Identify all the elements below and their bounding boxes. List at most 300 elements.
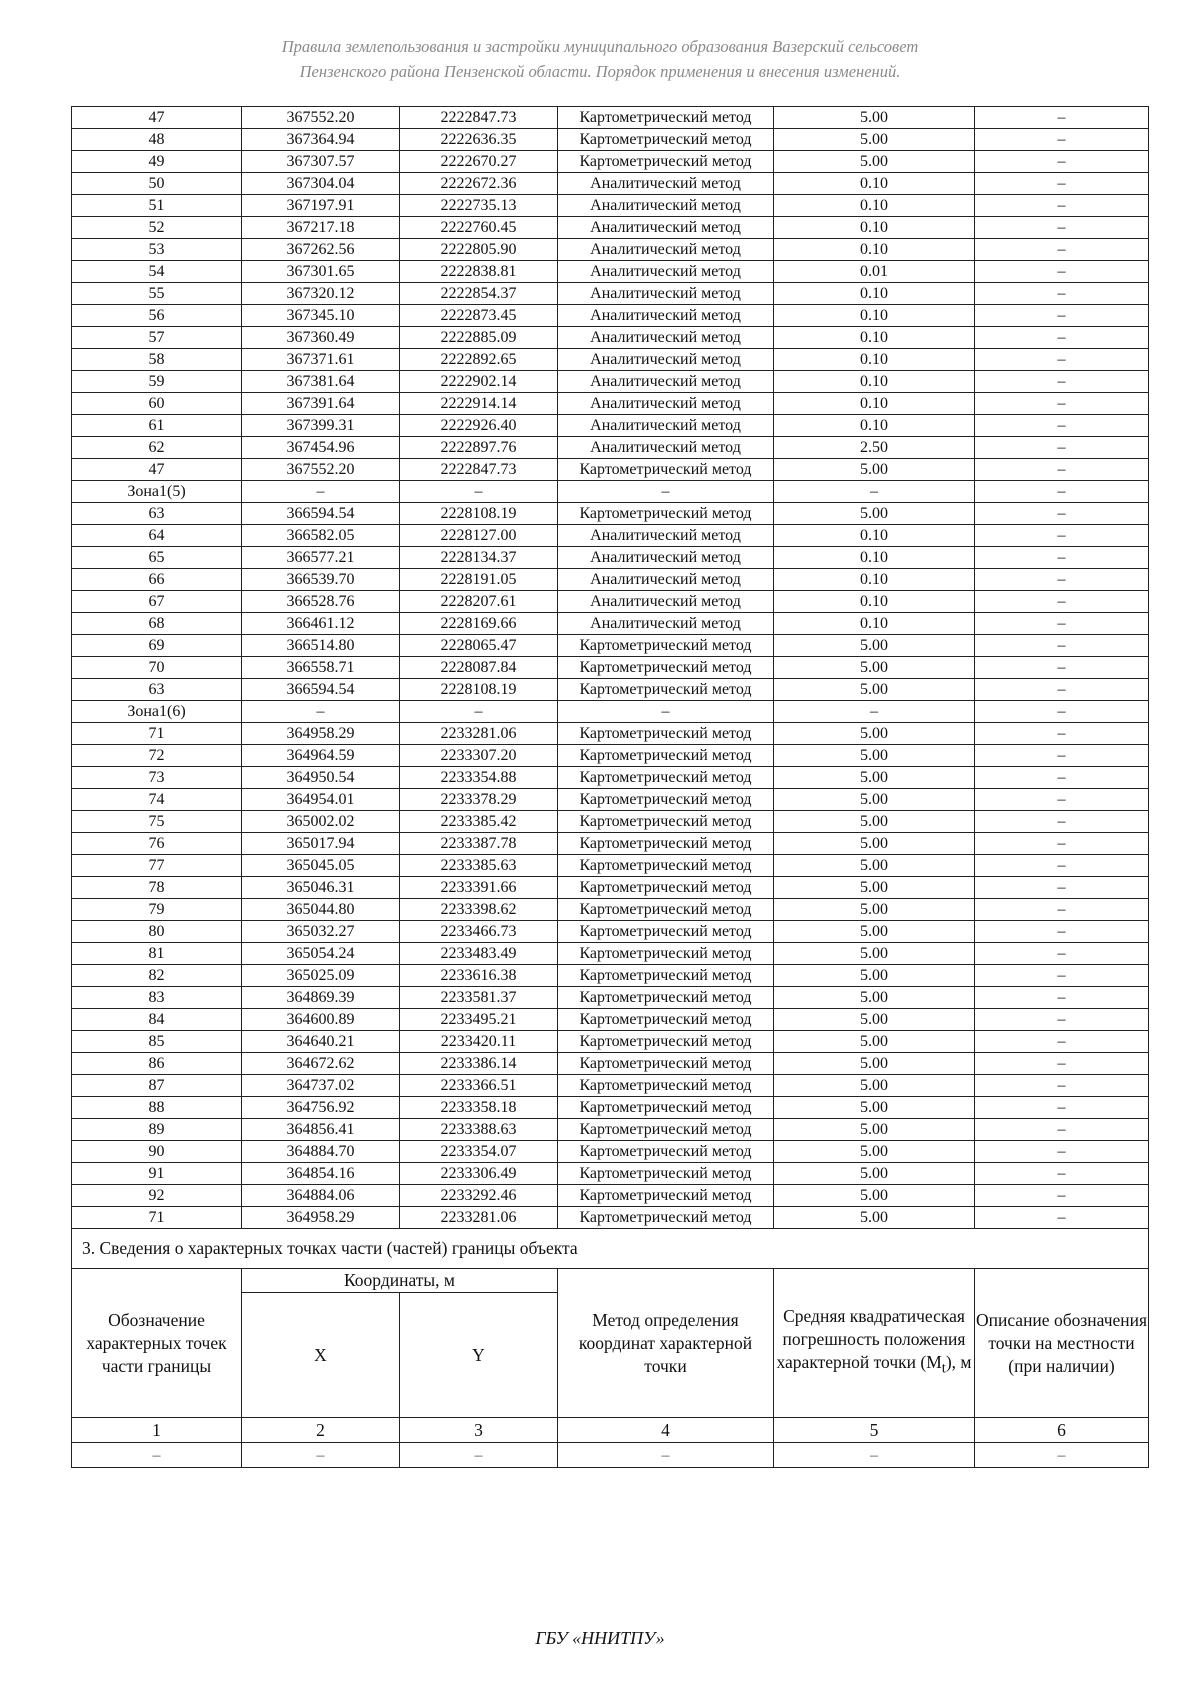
table-cell: 88 <box>72 1097 242 1119</box>
table-cell: 48 <box>72 129 242 151</box>
table-cell: Аналитический метод <box>558 371 774 393</box>
table-cell: 2233281.06 <box>400 1207 558 1229</box>
section3-title-row <box>72 1229 1149 1269</box>
table-cell: Картометрический метод <box>558 1075 774 1097</box>
table-cell: 2222854.37 <box>400 283 558 305</box>
table-cell: – <box>975 987 1149 1009</box>
table-cell: – <box>975 1163 1149 1185</box>
column-number: 1 <box>72 1418 242 1443</box>
table-cell: 364954.01 <box>242 789 400 811</box>
table-cell: 69 <box>72 635 242 657</box>
table-cell: Аналитический метод <box>558 217 774 239</box>
table-cell: – <box>975 393 1149 415</box>
table-cell: 0.10 <box>774 591 975 613</box>
table-cell: – <box>975 481 1149 503</box>
table-cell: 2233378.29 <box>400 789 558 811</box>
table-cell: 367399.31 <box>242 415 400 437</box>
table-row <box>72 811 1149 833</box>
table-cell: 2222735.13 <box>400 195 558 217</box>
table-cell: 2228169.66 <box>400 613 558 635</box>
table-cell: Картометрический метод <box>558 833 774 855</box>
table-row <box>72 1009 1149 1031</box>
table-cell: – <box>975 899 1149 921</box>
table-cell: Аналитический метод <box>558 569 774 591</box>
table-cell: 2222914.14 <box>400 393 558 415</box>
table-cell: 71 <box>72 1207 242 1229</box>
table-cell: – <box>975 1031 1149 1053</box>
table-cell: 367307.57 <box>242 151 400 173</box>
table-cell: 367304.04 <box>242 173 400 195</box>
table-cell: 2228065.47 <box>400 635 558 657</box>
table-cell: 86 <box>72 1053 242 1075</box>
table-cell: 5.00 <box>774 1053 975 1075</box>
table-cell: Картометрический метод <box>558 1141 774 1163</box>
table-cell: Картометрический метод <box>558 921 774 943</box>
table-cell: 2222847.73 <box>400 459 558 481</box>
table-cell: 5.00 <box>774 1097 975 1119</box>
table-cell: 78 <box>72 877 242 899</box>
table-cell: Картометрический метод <box>558 767 774 789</box>
table-cell: 2222873.45 <box>400 305 558 327</box>
table-cell: Картометрический метод <box>558 151 774 173</box>
table-row <box>72 657 1149 679</box>
table-row <box>72 1207 1149 1229</box>
table-cell: 5.00 <box>774 833 975 855</box>
table-cell: – <box>975 789 1149 811</box>
table-cell: 367391.64 <box>242 393 400 415</box>
table-cell: 5.00 <box>774 921 975 943</box>
table-cell: 67 <box>72 591 242 613</box>
table-cell: Аналитический метод <box>558 525 774 547</box>
table-row <box>72 1163 1149 1185</box>
table-cell: 5.00 <box>774 789 975 811</box>
table-cell: 0.10 <box>774 525 975 547</box>
table-cell: 364672.62 <box>242 1053 400 1075</box>
table-cell: – <box>975 811 1149 833</box>
table-cell: 5.00 <box>774 129 975 151</box>
table-cell: 2233387.78 <box>400 833 558 855</box>
table-cell: Аналитический метод <box>558 261 774 283</box>
table-cell: 2233354.88 <box>400 767 558 789</box>
table-cell: – <box>975 921 1149 943</box>
table-cell: 65 <box>72 547 242 569</box>
table-cell: – <box>975 613 1149 635</box>
table-cell: 53 <box>72 239 242 261</box>
column-number: 3 <box>400 1418 558 1443</box>
table-cell: 5.00 <box>774 1075 975 1097</box>
table-cell: – <box>975 657 1149 679</box>
table-cell: 2228108.19 <box>400 679 558 701</box>
table-cell: – <box>975 283 1149 305</box>
table-cell: 2222838.81 <box>400 261 558 283</box>
table-cell: 2233581.37 <box>400 987 558 1009</box>
table-cell: 367345.10 <box>242 305 400 327</box>
table-cell: Картометрический метод <box>558 723 774 745</box>
table-row <box>72 239 1149 261</box>
table-cell: 2228191.05 <box>400 569 558 591</box>
table-cell: Аналитический метод <box>558 613 774 635</box>
table-cell: 5.00 <box>774 1031 975 1053</box>
table-cell: Аналитический метод <box>558 591 774 613</box>
header-point-designation: Обозначение характерных точек части границы <box>72 1269 242 1418</box>
table-cell: Картометрический метод <box>558 1163 774 1185</box>
table-row <box>72 1097 1149 1119</box>
table-cell: – <box>975 679 1149 701</box>
table-cell: 2222897.76 <box>400 437 558 459</box>
table-cell: 2233616.38 <box>400 965 558 987</box>
table-cell: 365032.27 <box>242 921 400 943</box>
column-number: 4 <box>558 1418 774 1443</box>
table-cell: 5.00 <box>774 635 975 657</box>
table-cell: 2222636.35 <box>400 129 558 151</box>
table-cell: 2222760.45 <box>400 217 558 239</box>
table-cell: 2233366.51 <box>400 1075 558 1097</box>
table-row <box>72 1141 1149 1163</box>
table-cell: 2233307.20 <box>400 745 558 767</box>
table-cell: – <box>975 569 1149 591</box>
table-cell: Картометрический метод <box>558 503 774 525</box>
table-row <box>72 679 1149 701</box>
table-cell: 5.00 <box>774 1185 975 1207</box>
table-cell: 366577.21 <box>242 547 400 569</box>
table-row <box>72 349 1149 371</box>
table-cell: 62 <box>72 437 242 459</box>
table-row <box>72 305 1149 327</box>
table-cell: 54 <box>72 261 242 283</box>
table-cell: – <box>975 349 1149 371</box>
table-cell: 58 <box>72 349 242 371</box>
table-cell: – <box>975 1053 1149 1075</box>
table-cell: – <box>975 701 1149 723</box>
table-row <box>72 855 1149 877</box>
table-cell: Картометрический метод <box>558 635 774 657</box>
table-cell: 367552.20 <box>242 107 400 129</box>
table-row <box>72 547 1149 569</box>
table-cell: 63 <box>72 679 242 701</box>
table-cell: 2233386.14 <box>400 1053 558 1075</box>
table-cell: 47 <box>72 107 242 129</box>
table-cell: 0.10 <box>774 613 975 635</box>
header-line-2: Пензенского района Пензенской области. Порядок применения и внесения изменений. <box>299 62 901 81</box>
table-row <box>72 701 1149 723</box>
table-cell: 367371.61 <box>242 349 400 371</box>
table-cell: 51 <box>72 195 242 217</box>
table-cell: 2233292.46 <box>400 1185 558 1207</box>
table-cell: 5.00 <box>774 1119 975 1141</box>
table-cell: – <box>975 371 1149 393</box>
table-cell: Аналитический метод <box>558 195 774 217</box>
table-cell: Картометрический метод <box>558 1185 774 1207</box>
table-cell: – <box>975 547 1149 569</box>
table-cell: – <box>774 701 975 723</box>
table-cell: Аналитический метод <box>558 393 774 415</box>
table-row <box>72 151 1149 173</box>
table-row <box>72 327 1149 349</box>
table-cell: 82 <box>72 965 242 987</box>
table-cell: 364854.16 <box>242 1163 400 1185</box>
table-cell: 76 <box>72 833 242 855</box>
table-cell: – <box>975 305 1149 327</box>
table-cell: 364958.29 <box>242 723 400 745</box>
table-row <box>72 1185 1149 1207</box>
coordinates-table-body <box>72 107 1149 1229</box>
table-cell: 367552.20 <box>242 459 400 481</box>
table-cell: Картометрический метод <box>558 811 774 833</box>
table-cell: – <box>558 481 774 503</box>
table-cell: – <box>975 525 1149 547</box>
table-cell: 2228108.19 <box>400 503 558 525</box>
table-row <box>72 833 1149 855</box>
table-cell: 0.10 <box>774 305 975 327</box>
page-header <box>0 34 1200 84</box>
table-cell: – <box>242 481 400 503</box>
table-cell: – <box>975 151 1149 173</box>
table-row <box>72 943 1149 965</box>
table-cell: Аналитический метод <box>558 239 774 261</box>
table-cell: 2233385.63 <box>400 855 558 877</box>
table-row <box>72 129 1149 151</box>
table-cell: 79 <box>72 899 242 921</box>
table-cell: 2228127.00 <box>400 525 558 547</box>
table-cell: 366528.76 <box>242 591 400 613</box>
table-cell: 364856.41 <box>242 1119 400 1141</box>
table-row <box>72 921 1149 943</box>
table-cell: 2233281.06 <box>400 723 558 745</box>
table-row <box>72 459 1149 481</box>
table-cell: 0.10 <box>774 415 975 437</box>
column-number: 5 <box>774 1418 975 1443</box>
table-cell: – <box>975 855 1149 877</box>
table-cell: Картометрический метод <box>558 129 774 151</box>
table-cell: – <box>975 1141 1149 1163</box>
table-cell: Аналитический метод <box>558 349 774 371</box>
section3-title: 3. Сведения о характерных точках части (частей) границы объекта <box>72 1229 1149 1269</box>
header-error: Средняя квадратическая погрешность положения характерной точки $(M_t)$, м <box>774 1269 975 1418</box>
table-cell: – <box>400 701 558 723</box>
table-cell: 0.10 <box>774 173 975 195</box>
table-cell: Картометрический метод <box>558 459 774 481</box>
table-cell: 2233398.62 <box>400 899 558 921</box>
table-cell: Картометрический метод <box>558 1119 774 1141</box>
table-cell: 365045.05 <box>242 855 400 877</box>
table-cell: 57 <box>72 327 242 349</box>
table-cell: 367262.56 <box>242 239 400 261</box>
section3-header-row-1 <box>72 1269 1149 1293</box>
table-cell: 0.10 <box>774 283 975 305</box>
table-row <box>72 195 1149 217</box>
table-cell: – <box>975 217 1149 239</box>
header-line-1: Правила землепользования и застройки муниципального образования Вазерский сельсовет <box>281 37 919 56</box>
table-cell: 0.10 <box>774 217 975 239</box>
table-cell: – <box>975 195 1149 217</box>
table-cell: Картометрический метод <box>558 657 774 679</box>
table-cell: 5.00 <box>774 107 975 129</box>
table-cell: 75 <box>72 811 242 833</box>
table-row <box>72 437 1149 459</box>
table-cell: 49 <box>72 151 242 173</box>
table-cell: – <box>400 481 558 503</box>
coordinates-table <box>71 106 1149 1468</box>
table-cell: 77 <box>72 855 242 877</box>
table-cell: 2222670.27 <box>400 151 558 173</box>
table-cell: – <box>975 107 1149 129</box>
table-cell: – <box>72 1443 242 1468</box>
table-cell: 84 <box>72 1009 242 1031</box>
table-cell: 367301.65 <box>242 261 400 283</box>
table-cell: Картометрический метод <box>558 987 774 1009</box>
table-cell: Аналитический метод <box>558 173 774 195</box>
table-cell: Картометрический метод <box>558 679 774 701</box>
table-cell: 87 <box>72 1075 242 1097</box>
table-cell: Аналитический метод <box>558 415 774 437</box>
table-row <box>72 371 1149 393</box>
table-cell: 72 <box>72 745 242 767</box>
table-cell: 2233358.18 <box>400 1097 558 1119</box>
table-cell: 366594.54 <box>242 503 400 525</box>
table-cell: Картометрический метод <box>558 1031 774 1053</box>
table-cell: 366539.70 <box>242 569 400 591</box>
table-row <box>72 393 1149 415</box>
table-cell: 2233466.73 <box>400 921 558 943</box>
table-cell: 2228134.37 <box>400 547 558 569</box>
header-x: X <box>242 1293 400 1418</box>
table-row <box>72 261 1149 283</box>
table-row <box>72 481 1149 503</box>
table-cell: – <box>975 877 1149 899</box>
table-row <box>72 107 1149 129</box>
table-cell: – <box>975 635 1149 657</box>
table-row <box>72 217 1149 239</box>
table-cell: 2228207.61 <box>400 591 558 613</box>
table-cell: 5.00 <box>774 965 975 987</box>
table-cell: 66 <box>72 569 242 591</box>
table-cell: 2222885.09 <box>400 327 558 349</box>
table-cell: 365054.24 <box>242 943 400 965</box>
table-cell: 89 <box>72 1119 242 1141</box>
table-cell: 364884.70 <box>242 1141 400 1163</box>
table-row <box>72 503 1149 525</box>
table-cell: Картометрический метод <box>558 1009 774 1031</box>
table-cell: 63 <box>72 503 242 525</box>
table-cell: 364964.59 <box>242 745 400 767</box>
table-row <box>72 899 1149 921</box>
table-cell: Картометрический метод <box>558 855 774 877</box>
table-cell: 2228087.84 <box>400 657 558 679</box>
table-cell: 5.00 <box>774 679 975 701</box>
table-cell: 47 <box>72 459 242 481</box>
table-cell: Аналитический метод <box>558 547 774 569</box>
table-cell: 5.00 <box>774 899 975 921</box>
table-cell: – <box>975 173 1149 195</box>
table-cell: 83 <box>72 987 242 1009</box>
table-cell: – <box>975 1185 1149 1207</box>
table-cell: – <box>975 1009 1149 1031</box>
table-row <box>72 569 1149 591</box>
table-cell: – <box>975 239 1149 261</box>
table-cell: Картометрический метод <box>558 943 774 965</box>
column-number: 6 <box>975 1418 1149 1443</box>
table-cell: 364884.06 <box>242 1185 400 1207</box>
table-cell: 2222926.40 <box>400 415 558 437</box>
table-cell: 5.00 <box>774 723 975 745</box>
table-cell: Картометрический метод <box>558 789 774 811</box>
table-cell: 365044.80 <box>242 899 400 921</box>
table-cell: – <box>975 1075 1149 1097</box>
table-cell: 367217.18 <box>242 217 400 239</box>
table-cell: – <box>975 503 1149 525</box>
table-cell: 2222805.90 <box>400 239 558 261</box>
table-cell: 366558.71 <box>242 657 400 679</box>
table-cell: – <box>975 723 1149 745</box>
table-row <box>72 591 1149 613</box>
table-cell: 5.00 <box>774 767 975 789</box>
table-cell: – <box>975 833 1149 855</box>
table-cell: 2233385.42 <box>400 811 558 833</box>
table-cell: Картометрический метод <box>558 899 774 921</box>
table-cell: 0.10 <box>774 239 975 261</box>
table-cell: – <box>975 591 1149 613</box>
table-cell: 5.00 <box>774 987 975 1009</box>
table-cell: 73 <box>72 767 242 789</box>
table-cell: 5.00 <box>774 657 975 679</box>
table-cell: Картометрический метод <box>558 1097 774 1119</box>
table-cell: Аналитический метод <box>558 283 774 305</box>
table-cell: – <box>975 943 1149 965</box>
header-y: Y <box>400 1293 558 1418</box>
table-cell: 367364.94 <box>242 129 400 151</box>
table-cell: – <box>242 1443 400 1468</box>
table-cell: – <box>774 481 975 503</box>
table-cell: 5.00 <box>774 503 975 525</box>
table-cell: 364950.54 <box>242 767 400 789</box>
table-row <box>72 965 1149 987</box>
table-row <box>72 877 1149 899</box>
table-cell: 74 <box>72 789 242 811</box>
table-cell: – <box>975 327 1149 349</box>
table-cell: 2233420.11 <box>400 1031 558 1053</box>
table-cell: 56 <box>72 305 242 327</box>
table-cell: 68 <box>72 613 242 635</box>
table-cell: 2222902.14 <box>400 371 558 393</box>
table-cell: Картометрический метод <box>558 965 774 987</box>
section3-empty-row <box>72 1443 1149 1468</box>
table-cell: 5.00 <box>774 1009 975 1031</box>
table-cell: 0.10 <box>774 195 975 217</box>
table-cell: 5.00 <box>774 745 975 767</box>
table-cell: – <box>558 701 774 723</box>
table-cell: – <box>975 129 1149 151</box>
table-cell: 365002.02 <box>242 811 400 833</box>
table-cell: 91 <box>72 1163 242 1185</box>
table-cell: – <box>975 965 1149 987</box>
table-cell: 55 <box>72 283 242 305</box>
table-cell: Зона1(6) <box>72 701 242 723</box>
table-cell: 364600.89 <box>242 1009 400 1031</box>
table-row <box>72 987 1149 1009</box>
table-cell: 85 <box>72 1031 242 1053</box>
table-cell: Картометрический метод <box>558 745 774 767</box>
header-description: Описание обозначения точки на местности (при наличии) <box>975 1269 1149 1418</box>
table-cell: 71 <box>72 723 242 745</box>
table-row <box>72 1075 1149 1097</box>
table-cell: 5.00 <box>774 1163 975 1185</box>
table-cell: 364756.92 <box>242 1097 400 1119</box>
table-cell: 367320.12 <box>242 283 400 305</box>
table-cell: 59 <box>72 371 242 393</box>
table-cell: 366461.12 <box>242 613 400 635</box>
table-cell: 50 <box>72 173 242 195</box>
column-number: 2 <box>242 1418 400 1443</box>
